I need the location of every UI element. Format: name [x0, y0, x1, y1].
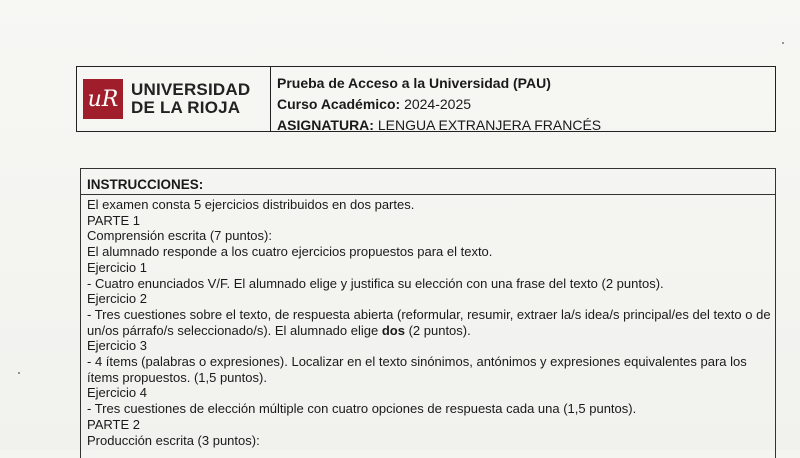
course-value: 2024-2025	[404, 96, 472, 112]
instructions-body	[81, 195, 775, 448]
instruction-line: Producción escrita (3 puntos):	[87, 432, 260, 448]
subject-line	[277, 115, 775, 136]
logo-text-line2: DE LA RIOJA	[131, 98, 241, 117]
subject-value: LENGUA EXTRANJERA FRANCÉS	[377, 117, 602, 133]
instruction-line: PARTE 2	[87, 416, 140, 432]
instruction-line: - Tres cuestiones de elección múltiple con cuatro opciones de respuesta cada una (1,5 puntos).	[87, 401, 637, 417]
university-emblem-icon: uR	[83, 79, 123, 119]
instruction-line: Ejercicio 4	[87, 385, 147, 401]
scan-speck	[782, 42, 784, 44]
instruction-line: Comprensión escrita (7 puntos):	[87, 228, 272, 244]
instruction-line: PARTE 1	[87, 212, 140, 228]
logo-text-line1: UNIVERSIDAD	[131, 80, 251, 99]
instruction-line: El examen consta 5 ejercicios distribuidos en dos partes.	[87, 197, 415, 212]
exam-title-block	[271, 67, 775, 131]
university-logo	[77, 67, 271, 131]
instruction-line: Ejercicio 3	[87, 338, 147, 354]
course-label: Curso Académico:	[277, 96, 401, 112]
instruction-line: El alumnado responde a los cuatro ejercicios propuestos para el texto.	[87, 244, 493, 260]
scan-speck	[18, 372, 20, 374]
instruction-line: Ejercicio 1	[87, 259, 147, 275]
instructions-heading: INSTRUCCIONES:	[81, 169, 775, 195]
instruction-line: Ejercicio 2	[87, 291, 147, 307]
exam-title: Prueba de Acceso a la Universidad (PAU)	[277, 75, 551, 91]
instructions-box	[80, 168, 776, 458]
subject-label: ASIGNATURA:	[277, 117, 374, 133]
exercise2-description: - Tres cuestiones sobre el texto, de respuesta abierta (reformular, resumir, extraer la/s idea/s principal/es del texto o de un/os párrafo/s seleccionado/s). El alumnado elige dos (2 puntos).	[87, 306, 771, 338]
instruction-line: - 4 ítems (palabras o expresiones). Localizar en el texto sinónimos, antónimos y expresiones equivalentes para los ítems propuestos. (1,5 puntos).	[87, 354, 747, 385]
exam-header	[76, 66, 776, 132]
course-line	[277, 94, 775, 115]
instruction-line: - Cuatro enunciados V/F. El alumnado elige y justifica su elección con una frase del texto (2 puntos).	[87, 275, 664, 291]
exercise2-bold: dos	[381, 322, 405, 338]
